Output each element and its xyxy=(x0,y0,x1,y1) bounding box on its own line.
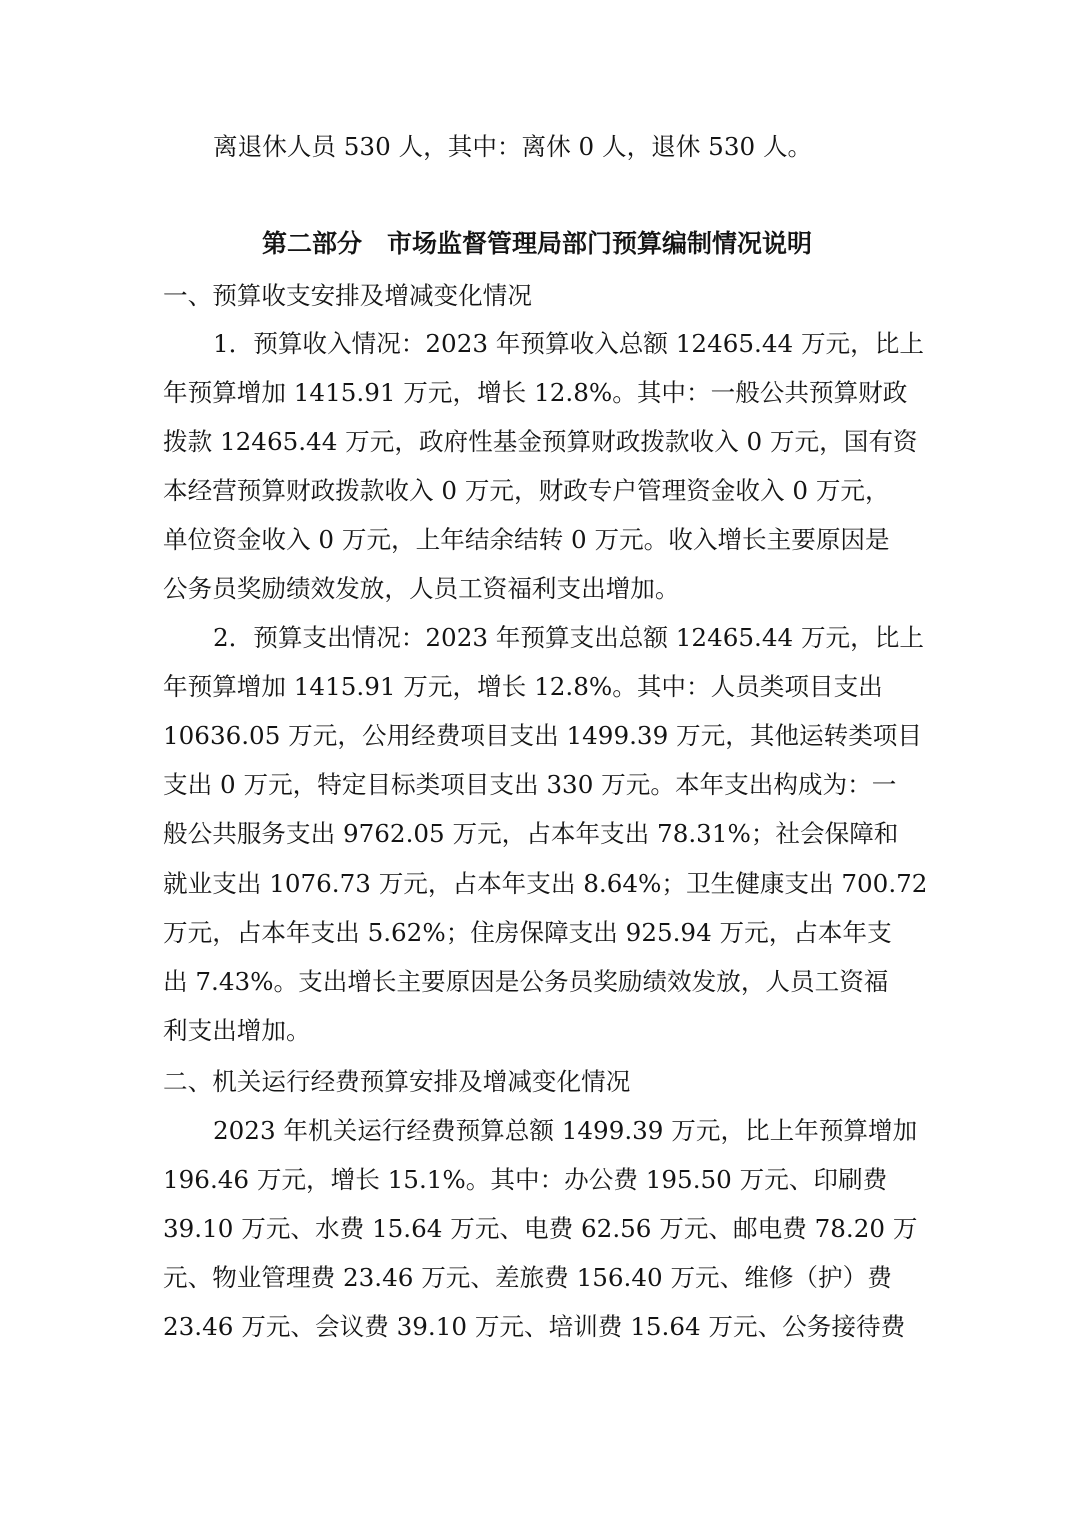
expense-line: 年预算增加 1415.91 万元，增长 12.8%。其中：人员类项目支出 xyxy=(163,672,883,701)
part-two-title: 第二部分 市场监督管理局部门预算编制情况说明 xyxy=(261,229,812,258)
expense-line: 2．预算支出情况：2023 年预算支出总额 12465.44 万元，比上 xyxy=(213,623,924,652)
operating-cost-line: 196.46 万元，增长 15.1%。其中：办公费 195.50 万元、印刷费 xyxy=(163,1165,888,1194)
expense-line: 支出 0 万元，特定目标类项目支出 330 万元。本年支出构成为：一 xyxy=(163,770,897,799)
income-line: 1．预算收入情况：2023 年预算收入总额 12465.44 万元，比上 xyxy=(213,329,924,358)
expense-line: 10636.05 万元，公用经费项目支出 1499.39 万元，其他运转类项目 xyxy=(163,721,922,750)
expense-line: 万元，占本年支出 5.62%；住房保障支出 925.94 万元，占本年支 xyxy=(163,918,892,947)
section-one-heading: 一、预算收支安排及增减变化情况 xyxy=(163,281,532,310)
income-line: 公务员奖励绩效发放，人员工资福利支出增加。 xyxy=(163,574,680,603)
section-two-heading: 二、机关运行经费预算安排及增减变化情况 xyxy=(163,1067,631,1096)
income-line: 拨款 12465.44 万元，政府性基金预算财政拨款收入 0 万元，国有资 xyxy=(163,427,918,456)
operating-cost-line: 23.46 万元、会议费 39.10 万元、培训费 15.64 万元、公务接待费 xyxy=(163,1312,906,1341)
retiree-line: 离退休人员 530 人，其中：离休 0 人，退休 530 人。 xyxy=(213,132,813,161)
expense-line: 般公共服务支出 9762.05 万元，占本年支出 78.31%；社会保障和 xyxy=(163,819,899,848)
income-line: 年预算增加 1415.91 万元，增长 12.8%。其中：一般公共预算财政 xyxy=(163,378,908,407)
operating-cost-line: 元、物业管理费 23.46 万元、差旅费 156.40 万元、维修（护）费 xyxy=(163,1263,892,1292)
operating-cost-line: 39.10 万元、水费 15.64 万元、电费 62.56 万元、邮电费 78.20 万 xyxy=(163,1214,918,1243)
operating-cost-line: 2023 年机关运行经费预算总额 1499.39 万元，比上年预算增加 xyxy=(213,1116,918,1145)
expense-line: 出 7.43%。支出增长主要原因是公务员奖励绩效发放，人员工资福 xyxy=(163,967,889,996)
income-line: 单位资金收入 0 万元，上年结余结转 0 万元。收入增长主要原因是 xyxy=(163,525,890,554)
expense-line: 利支出增加。 xyxy=(163,1016,311,1045)
expense-line: 就业支出 1076.73 万元，占本年支出 8.64%；卫生健康支出 700.72 xyxy=(163,869,928,898)
income-line: 本经营预算财政拨款收入 0 万元，财政专户管理资金收入 0 万元， xyxy=(163,476,890,505)
